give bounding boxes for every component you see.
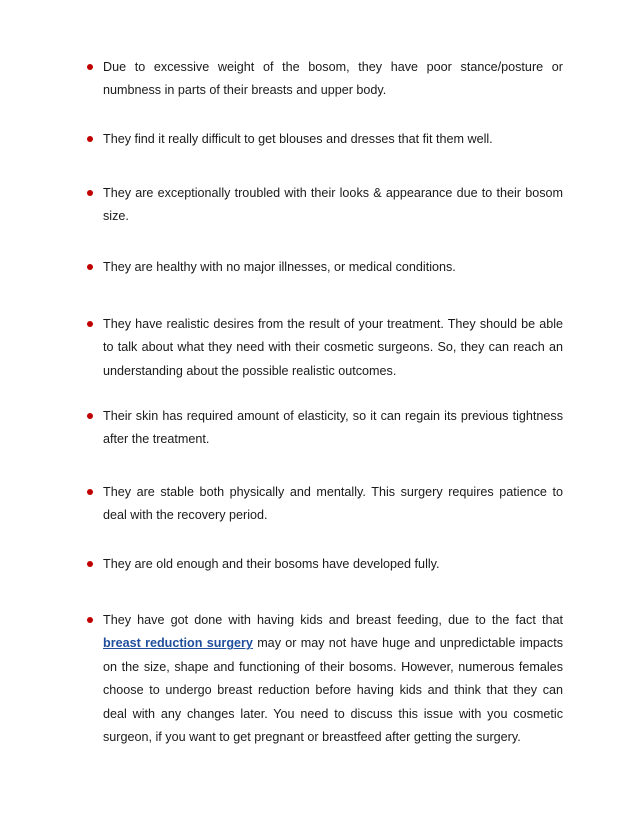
list-item-text-before: They have got done with having kids and breast feeding, due to the fact that: [103, 613, 563, 627]
bullet-icon: [87, 321, 93, 327]
list-item: [103, 313, 563, 383]
list-item: [103, 56, 563, 103]
bullet-icon: [87, 413, 93, 419]
list-item: [103, 609, 563, 749]
list-item-text: They are stable both physically and mentally. This surgery requires patience to deal with the recovery period.: [103, 485, 563, 523]
list-item-text: They find it really difficult to get blouses and dresses that fit them well.: [103, 132, 493, 146]
bullet-icon: [87, 489, 93, 495]
list-item-text: They are healthy with no major illnesses, or medical conditions.: [103, 260, 456, 274]
bullet-icon: [87, 561, 93, 567]
list-item-text-after: may or may not have huge and unpredictable impacts on the size, shape and functioning of their bosoms. However, numerous females choose to undergo breast reduction before having kids and think that they can deal with any changes later. You need to discuss this issue with you cosmetic surgeon, if you want to get pregnant or breastfeed after getting the surgery.: [103, 636, 563, 745]
list-item-text: They are exceptionally troubled with their looks & appearance due to their bosom size.: [103, 186, 563, 224]
list-item: [103, 553, 563, 576]
bullet-icon: [87, 64, 93, 70]
list-item: [103, 481, 563, 528]
list-item-text: Their skin has required amount of elasticity, so it can regain its previous tightness after the treatment.: [103, 409, 563, 447]
bullet-icon: [87, 190, 93, 196]
bullet-icon: [87, 136, 93, 142]
bullet-icon: [87, 264, 93, 270]
bullet-icon: [87, 617, 93, 623]
list-item: [103, 256, 563, 279]
list-item-text: Due to excessive weight of the bosom, they have poor stance/posture or numbness in parts of their breasts and upper body.: [103, 60, 563, 98]
breast-reduction-surgery-link[interactable]: breast reduction surgery: [103, 636, 253, 651]
list-item: [103, 128, 563, 151]
list-item-text: They have realistic desires from the result of your treatment. They should be able to talk about what they need with their cosmetic surgeons. So, they can reach an understanding about the possible realistic outcomes.: [103, 317, 563, 378]
list-item: [103, 405, 563, 452]
list-item-text: They are old enough and their bosoms have developed fully.: [103, 557, 440, 571]
list-item: [103, 182, 563, 229]
